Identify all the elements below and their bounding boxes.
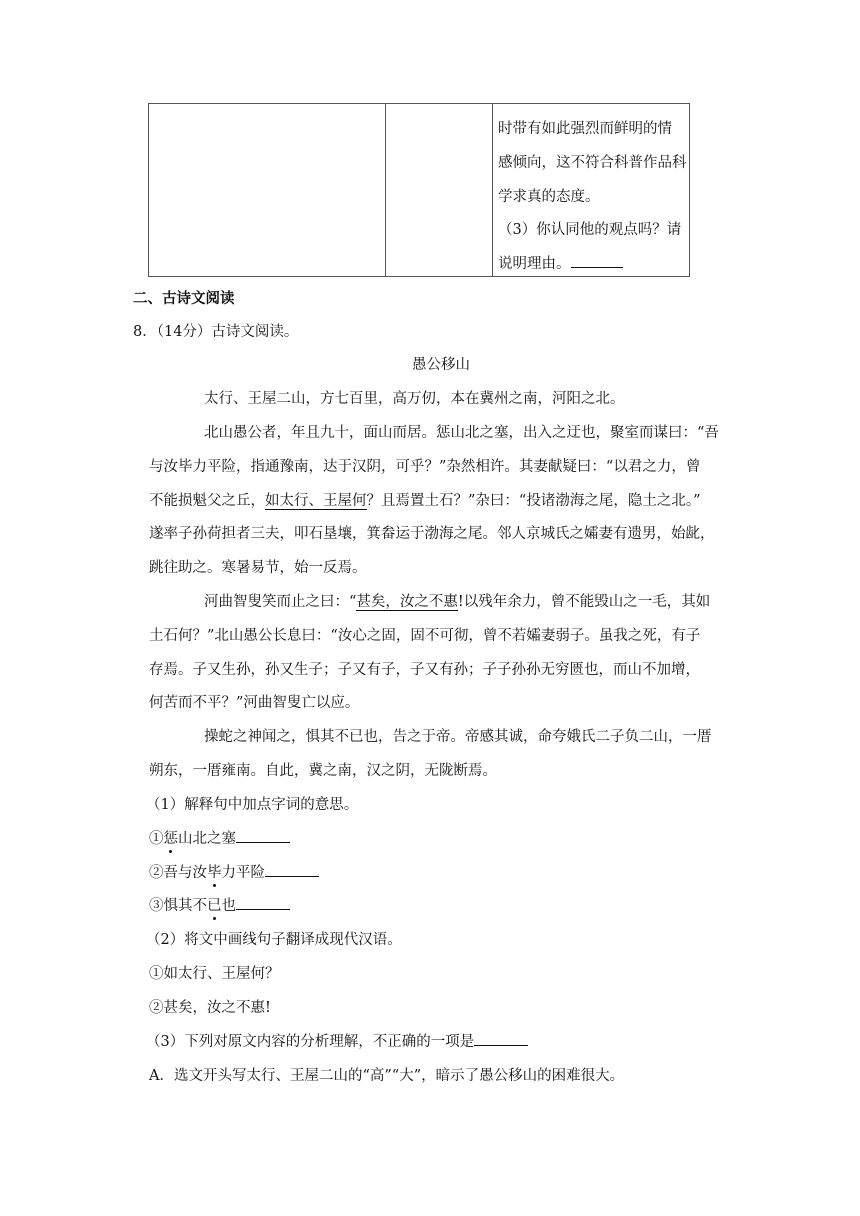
table-cell-line bbox=[498, 252, 623, 273]
sub-question-2b: ②甚矣，汝之不惠! bbox=[149, 1000, 271, 1016]
sub-question-2-title: （2）将文中画线句子翻译成现代汉语。 bbox=[146, 932, 402, 948]
passage-line: 土石何？”北山愚公长息曰：“汝心之固，固不可彻，曾不若孀妻弱子。虽我之死，有子 bbox=[149, 628, 701, 644]
passage-line: 与汝毕力平险，指通豫南，达于汉阴，可乎？”杂然相许。其妻献疑曰：“以君之力，曾 bbox=[149, 459, 701, 475]
text-span: !以残年余力，曾不能毁山之一毛，其如 bbox=[457, 594, 711, 610]
sub-question-1b bbox=[149, 861, 319, 882]
table-cell-line: 学求真的态度。 bbox=[498, 189, 600, 205]
passage-line bbox=[149, 489, 701, 510]
table-cell-empty-2 bbox=[386, 104, 493, 277]
passage-line: 存焉。子又生孙，孙又生子；子又有子，子又有孙；子子孙孙无穷匮也，而山不加增， bbox=[149, 662, 700, 678]
passage-line: 遂率子孙荷担者三夫，叩石垦壤，箕畚运于渤海之尾。邻人京城氏之孀妻有遗男，始龀， bbox=[149, 526, 715, 542]
text-span: 河曲智叟笑而止之曰：“ bbox=[204, 594, 357, 610]
table-cell-line: 感倾向，这不符合科普作品科 bbox=[498, 155, 687, 171]
passage-line: 何苦而不平？”河曲智叟亡以应。 bbox=[149, 695, 360, 711]
option-a: A．选文开头写太行、王屋二山的“高”“大”，暗示了愚公移山的困难很大。 bbox=[149, 1068, 625, 1084]
text-span: 也 bbox=[221, 898, 236, 914]
question-header: 8．（14分）古诗文阅读。 bbox=[133, 324, 299, 340]
section-title: 二、古诗文阅读 bbox=[133, 291, 235, 307]
answer-blank[interactable] bbox=[474, 1031, 528, 1046]
table-cell-empty-1 bbox=[149, 104, 386, 277]
dotted-char: 已 bbox=[207, 898, 222, 914]
sub-question-1-title: （1）解释句中加点字词的意思。 bbox=[146, 797, 359, 813]
passage-title: 愚公移山 bbox=[412, 357, 470, 373]
table-cell-line: （3）你认同他的观点吗？请 bbox=[498, 222, 682, 238]
text-span: ① bbox=[149, 831, 164, 847]
underlined-sentence: 甚矣，汝之不惠 bbox=[356, 594, 458, 610]
passage-line: 跳往助之。寒暑易节，始一反焉。 bbox=[149, 560, 367, 576]
text-span: （3）下列对原文内容的分析理解，不正确的一项是 bbox=[146, 1034, 475, 1050]
sub-question-1c bbox=[149, 894, 290, 915]
table-cell-line: 时带有如此强烈而鲜明的情 bbox=[498, 121, 672, 137]
passage-line: 操蛇之神闻之，惧其不已也，告之于帝。帝感其诚，命夸娥氏二子负二山，一厝 bbox=[204, 729, 712, 745]
answer-blank[interactable] bbox=[236, 828, 290, 843]
dotted-char: 惩 bbox=[163, 831, 178, 847]
underlined-sentence: 如太行、王屋何 bbox=[265, 493, 367, 509]
text-span: 山北之塞 bbox=[178, 831, 236, 847]
passage-line: 北山愚公者，年且九十，面山而居。惩山北之塞，出入之迂也，聚室而谋曰：“吾 bbox=[204, 425, 719, 441]
table-cell-line-text: 说明理由。 bbox=[498, 256, 571, 272]
dotted-char: 毕 bbox=[207, 865, 222, 881]
sub-question-1a bbox=[149, 827, 290, 848]
sub-question-2a: ①如太行、王屋何？ bbox=[149, 966, 280, 982]
passage-paragraph-1: 太行、王屋二山，方七百里，高万仞，本在冀州之南，河阳之北。 bbox=[204, 391, 625, 407]
passage-line bbox=[204, 590, 710, 611]
text-span: ②吾与汝 bbox=[149, 865, 207, 881]
text-span: 力平险 bbox=[221, 865, 265, 881]
text-span: ③惧其不 bbox=[149, 898, 207, 914]
text-span: 不能损魁父之丘， bbox=[149, 493, 265, 509]
answer-blank[interactable] bbox=[236, 895, 290, 910]
text-span: ？且焉置土石？”杂曰：“投诸渤海之尾，隐土之北。” bbox=[366, 493, 701, 509]
answer-blank[interactable] bbox=[265, 862, 319, 877]
sub-question-3-title bbox=[146, 1030, 528, 1051]
answer-blank[interactable] bbox=[571, 253, 623, 268]
passage-line: 朔东，一厝雍南。自此，冀之南，汉之阴，无陇断焉。 bbox=[149, 763, 497, 779]
